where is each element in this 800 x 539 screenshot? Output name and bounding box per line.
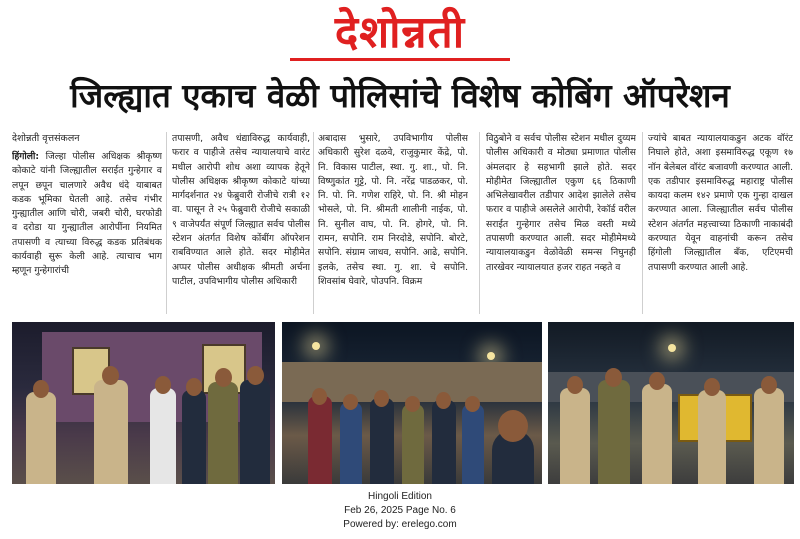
officer-figure [308, 396, 332, 484]
street-light [312, 342, 320, 350]
page-footer [0, 490, 800, 532]
photo-night-team-street [282, 322, 542, 484]
officer-figure [642, 384, 672, 484]
street-light [668, 344, 676, 352]
officer-head [186, 378, 202, 396]
article-column-1 [12, 150, 162, 318]
officer-figure [560, 388, 590, 484]
column-divider [166, 132, 167, 314]
officer-head [405, 396, 420, 412]
column-divider [479, 132, 480, 314]
officer-figure [208, 382, 238, 484]
officer-figure [340, 402, 362, 484]
officer-figure [182, 390, 206, 484]
officer-head [704, 378, 720, 396]
article-text: जिल्हा पोलीस अधिक्षक श्रीकृष्ण कोकाटे यांनी जिल्ह्यातील सराईत गुन्हेगार व लपून छपून चालणारे अवैध धंदे याबाबत कडक भूमिका घेतली आहे. तसेच गंभीर गुन्ह्यातील आणि चोरी, जबरी चोरी, घरफोडी व दरोडा या गुन्ह्यातील आरोपींना नियमित तपासणी व त्याच्या विरुद्ध कडक प्रतिबंधक कार्यवाही सुरू केली आहे. त्याचाच भाग म्हणून गुन्हेगारांची [12, 151, 162, 277]
article-column-4 [486, 132, 636, 318]
officer-figure [370, 398, 394, 484]
selfie-person-head [498, 410, 528, 442]
officer-head [465, 396, 480, 412]
article-column-3 [318, 132, 468, 318]
officer-figure [26, 392, 56, 484]
article-text: तपासणी, अवैध धंद्याविरुद्ध कार्यवाही, फरार व पाहीजे तसेच न्यायालयाचे वारंट मधील आरोपी शोध अशा व्यापक हेतूने पोलीस अधिक्षक श्रीकृष्ण कोकाटे यांच्या मार्गदर्शनात २४ फेब्रुवारी रोजीचे रात्री १२ वा. पासून ते २५ फेब्रुवारी रोजीचे सकाळी ९ वाजेपर्यंत संपूर्ण जिल्ह्यात सर्वच पोलीस स्टेशन अंतर्गत विशेष कोंबींग ऑपरेशन राबविण्यात आले होते. सदर मोहीमेत अप्पर पोलीस अधीक्षक श्रीमती अर्चना पाटील, उपविभागीय पोलीस अधिकारी [172, 133, 310, 287]
civilian-head [155, 376, 171, 394]
civilian-figure [150, 388, 176, 484]
article-byline: देशोन्नती वृत्तसंकलन [12, 133, 80, 144]
powered-by-link[interactable]: Powered by: erelego.com [343, 519, 457, 530]
officer-head [567, 376, 583, 394]
officer-figure [462, 404, 484, 484]
article-column-5 [648, 132, 793, 318]
officer-head [374, 390, 389, 407]
officer-head [102, 366, 119, 385]
street-light [487, 352, 495, 360]
article-text: ज्यांचे बाबत न्यायालयाकडुन अटक वॉरंट निघाले होते, अशा इसमाविरुद्ध एकूण १७ नॉन बेलेबल वॉरंट बजावणी करण्यात आली. एक तडीपार इसमाविरुद्ध महाराष्ट्र पोलीस कायदा कलम १४२ प्रमाणे एक गुन्हा दाखल करण्यात आला. जिल्ह्यातील सर्वच पोलीस स्टेशन अंतर्गत महत्त्वाच्या ठिकाणी नाकाबंदी करण्यात येवून वाहनांची करून तसेच हिंगोली जिल्ह्यातील बँक, एटिएमची तपासणी करण्यात आली आहे. [648, 133, 793, 273]
officer-figure [94, 380, 128, 484]
officer-figure [402, 404, 424, 484]
officer-figure [698, 390, 726, 484]
article-column-2 [172, 132, 310, 318]
officer-head [247, 366, 264, 385]
masthead-underline [290, 58, 510, 61]
officer-figure [240, 380, 270, 484]
officer-figure [598, 380, 630, 484]
officer-head [33, 380, 49, 398]
officer-head [436, 392, 451, 409]
article-text: विठुबोने व सर्वच पोलीस स्टेशन मधील दुय्यम पोलीस अधिकारी व मोठ्या प्रमाणात पोलीस अंमलदार हे सहभागी झाले होते. सदर मोहीमेत जिल्ह्यातील एकुण ६६ ठिकाणी अभिलेखावरील तडीपार आदेश झालेले तसेच फरार व पाहीजे असलेले आरोपी, रेकॉर्ड वरील सराईत गुन्हेगार तसेच मिळ वस्ती मध्ये तपासणी करण्यात आली. सदर मोहीमेमध्ये न्यायालयाकडुन वेळोवेळी समन्स निघुनही तारखेवर न्यायालयात हजर राहत नव्हते व [486, 133, 636, 273]
officer-figure [754, 388, 784, 484]
officer-head [215, 368, 232, 387]
date-page-label: Feb 26, 2025 Page No. 6 [344, 505, 456, 516]
newspaper-masthead: देशोन्नती [334, 7, 466, 58]
officer-figure [432, 400, 456, 484]
column-divider [642, 132, 643, 314]
officer-head [312, 388, 327, 405]
edition-label: Hingoli Edition [368, 491, 432, 502]
officer-head [649, 372, 665, 390]
officer-head [343, 394, 358, 410]
article-text: अबादास भुसारे, उपविभागीय पोलीस अधिकारी सुरेश दळवे, राजुकुमार केंद्रे, पो. नि. विकास पाटील, स्था. गु. शा., पो. नि. विष्णुकांत गुट्टे, पो. नि. नरेंद्र पाडळकर, पो. नि. पो. नि. गणेश राहिरे, पो. नि. श्री मोहन भोसले, पो. नि. श्रीमती शालीनी नाईक, पो. नि. सुनील वाघ, पो. नि. होगरे, पो. नि. रामन, सपोनि. राम निरदोडे, सपोनि. बोरटे, सपोनि. संग्राम जाधव, सपोनि. आढे, सपोनि. इलके, तसेच स्था. गु. शा. चे सपोनि. शिवसांब घेवारे, पोउपनि. विक्रम [318, 133, 468, 287]
officer-head [605, 368, 622, 387]
photo-night-checkpoint [548, 322, 794, 484]
photo-police-officers-house [12, 322, 275, 484]
article-headline: जिल्ह्यात एकाच वेळी पोलिसांचे विशेष कोबिंग ऑपरेशन [70, 76, 730, 115]
column-divider [313, 132, 314, 314]
article-dateline: हिंगोली: [12, 151, 40, 162]
officer-head [761, 376, 777, 394]
